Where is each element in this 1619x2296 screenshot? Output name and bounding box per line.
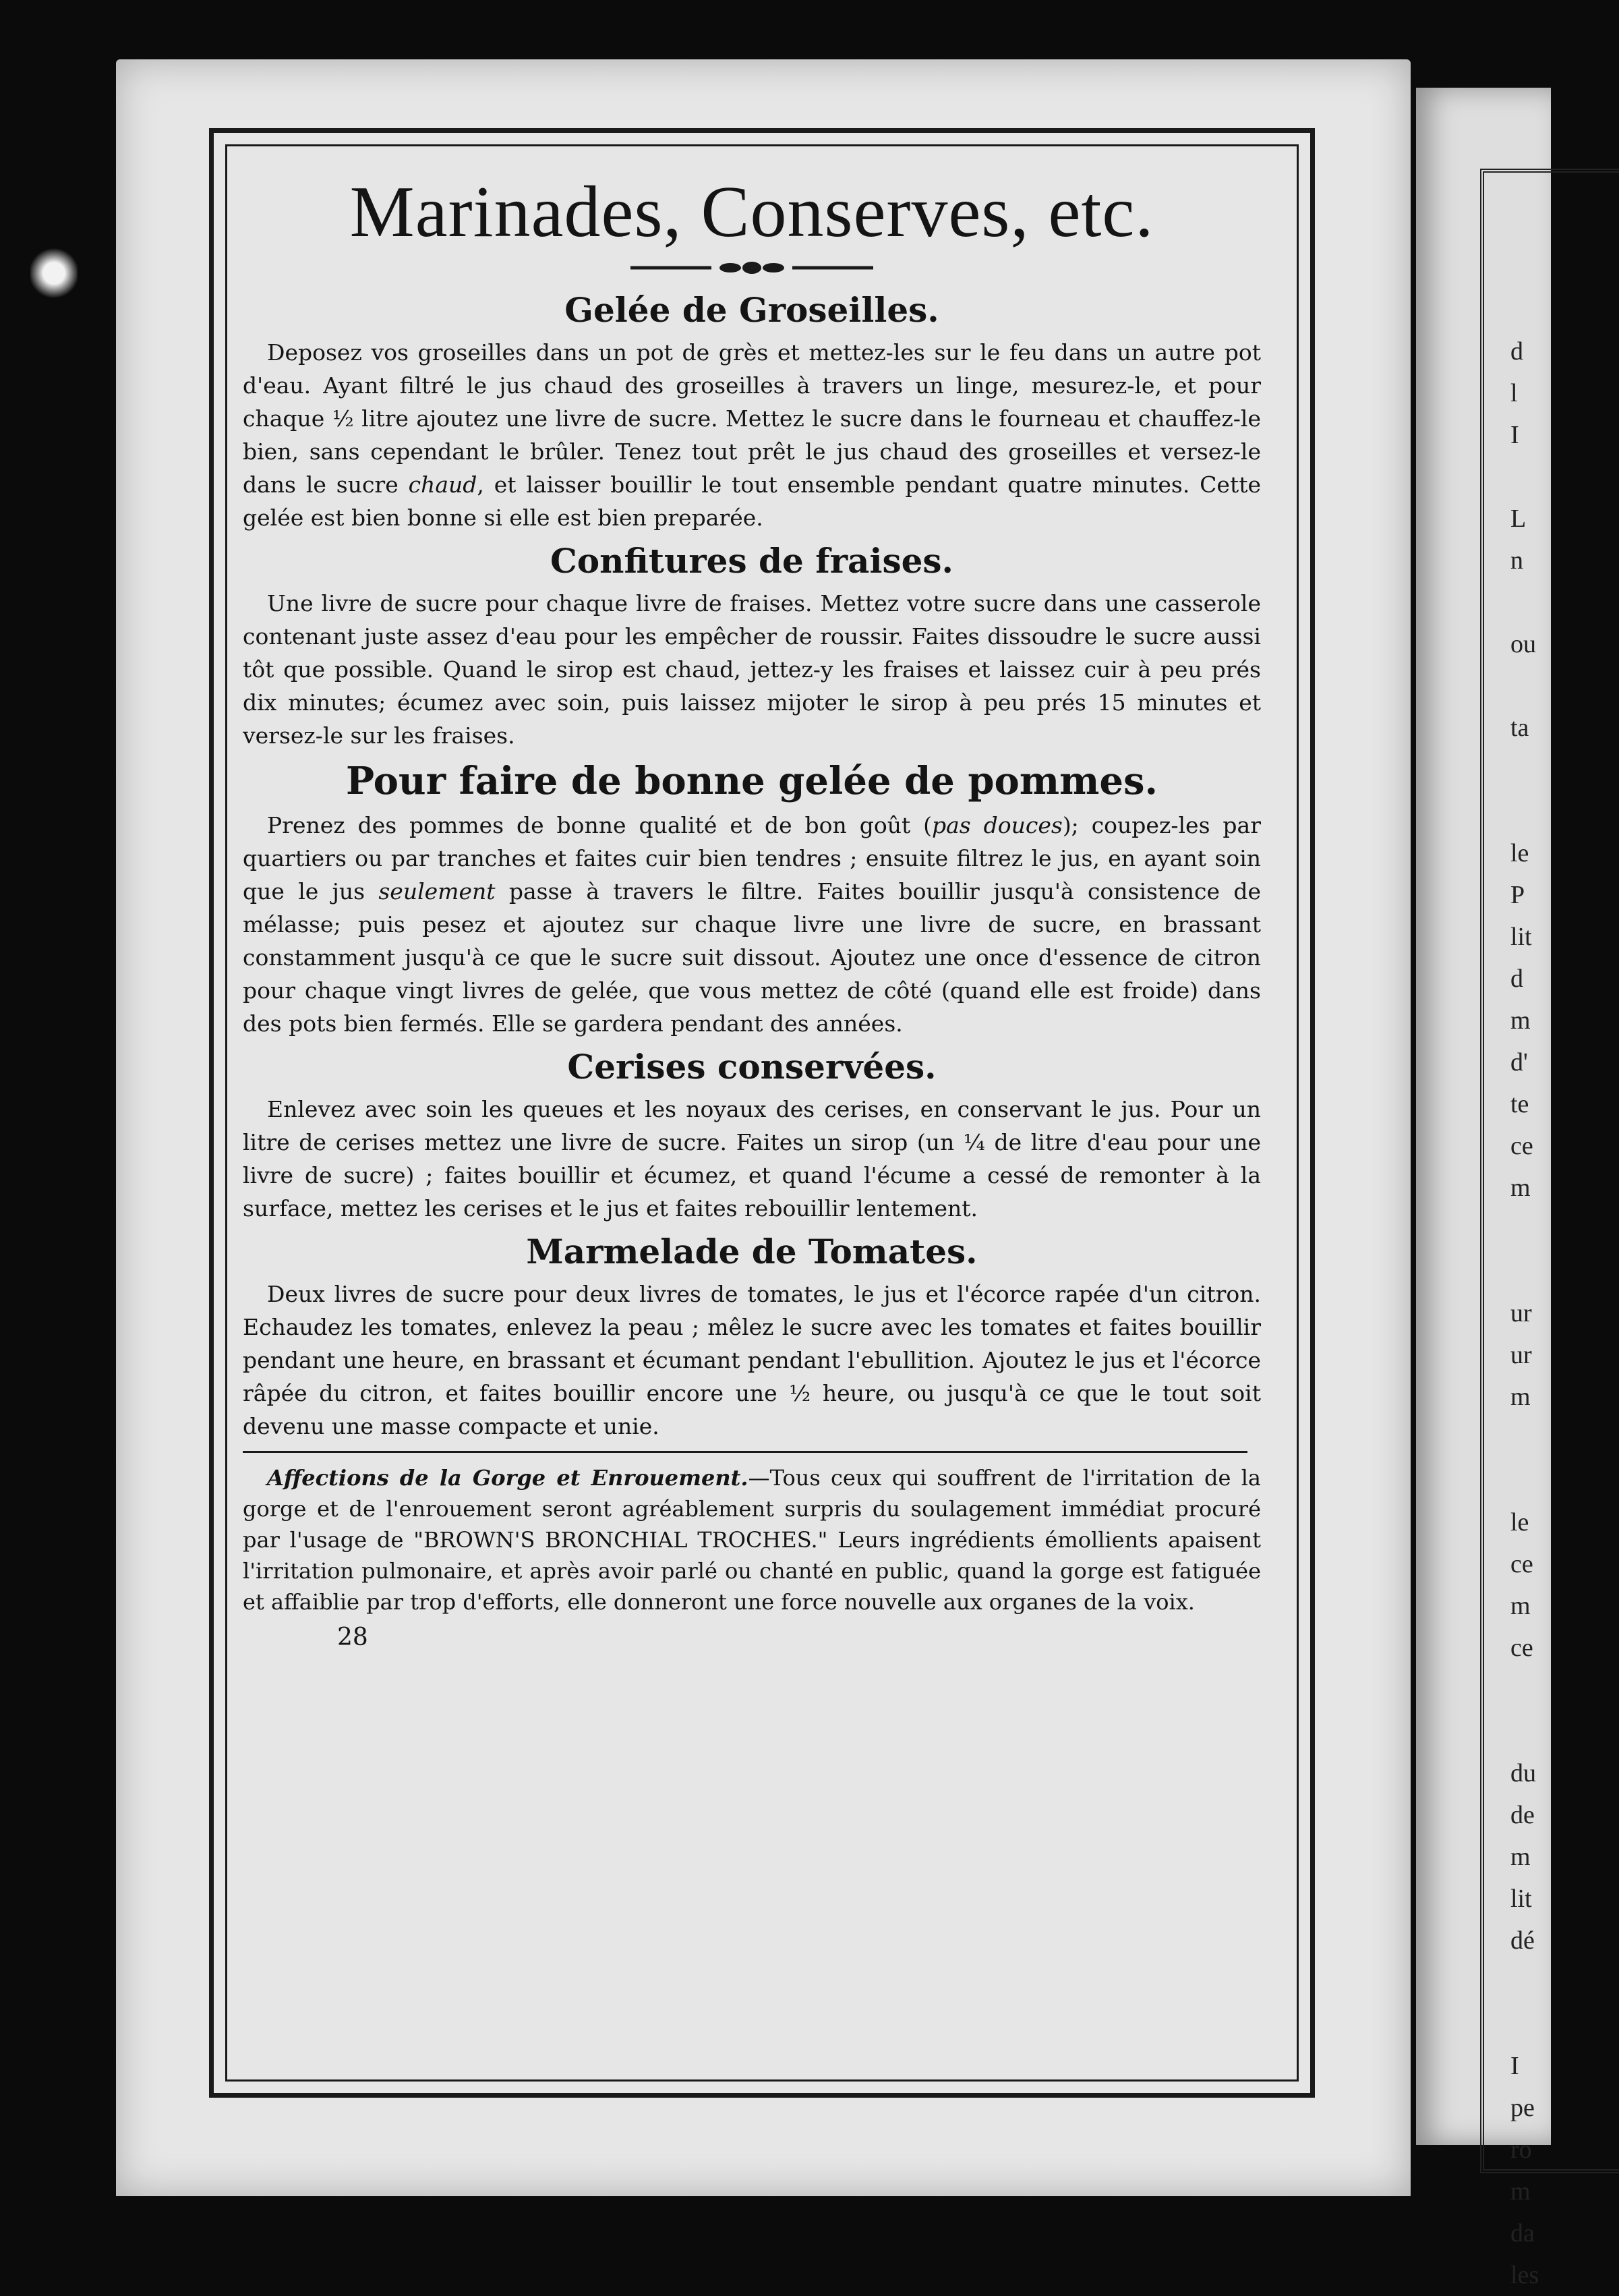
section-heading-tomates: Marmelade de Tomates. [526,1232,978,1271]
adjacent-page-glyph: ta [1510,714,1529,742]
adjacent-page-text [1510,331,1551,2296]
section-body-tomates: Deux livres de sucre pour deux livres de tomates, le jus et l'écorce rapée d'un citron. Echaudez les tomates, enlevez la peau ; mêlez le sucre avec les tomates et faites bouillir pendant une heure, en brassant et écumant pendant l'ebullition. Ajoutez le jus et l'écorce râpée du citron, et faites bouillir encore une ½ heure, ou jusqu'à ce que le tout soit devenu une masse compacte et unie. [243,1281,1261,1439]
advertisement-divider [243,1451,1247,1453]
adjacent-page-glyph: L [1510,505,1527,533]
adjacent-page-glyph [1510,456,1551,498]
adjacent-page-glyph: ce [1510,1550,1533,1578]
page-number: 28 [337,1624,368,1651]
adjacent-page-glyph [1510,791,1551,832]
adjacent-page-glyph: ce [1510,1634,1533,1662]
adjacent-page-glyph: da [1510,2219,1535,2247]
adjacent-page-glyph: m [1510,1383,1531,1411]
section-body-cerises: Enlevez avec soin les queues et les noyaux des cerises, en conservant le jus. Pour un litre de cerises mettez une livre de sucre. Faites un sirop (un ¼ de litre d'eau pour une livre de sucre) ; faites bouillir et écumez, et quand l'écume a cessé de remonter à la surface, mettez les cerises et le jus et faites rebouillir lentement. [243,1096,1261,1222]
adjacent-page-glyph: I [1510,421,1519,449]
adjacent-page-glyph: de [1510,1801,1535,1829]
adjacent-page-glyph: du [1510,1759,1536,1787]
section-heading-fraises: Confitures de fraises. [550,541,953,581]
adjacent-page [1416,88,1551,2289]
adjacent-page-glyph [1510,1251,1551,1292]
adjacent-page-glyph: m [1510,1592,1531,1620]
adjacent-page-glyph: le [1510,1508,1529,1537]
adjacent-page-glyph: ro [1510,2135,1532,2164]
adjacent-page-glyph [1510,581,1551,623]
adjacent-page-glyph: I [1510,2052,1519,2080]
adjacent-page-glyph: m [1510,2177,1531,2206]
section-heading-groseilles: Gelée de Groseilles. [564,290,939,330]
title-ornament [630,258,873,278]
section-body-pommes: Prenez des pommes de bonne qualité et de bon goût (pas douces); coupez-les par quartiers ou par tranches et faites cuir bien tendres ; ensuite filtrez le jus, en ayant soin que le jus seulement passe à travers le filtre. Faites bouillir jusqu'à consistence de mélasse; puis pesez et ajoutez sur chaque livre une livre de sucre, en brassant constamment jusqu'à ce que le sucre suit dissout. Ajoutez une once d'essence de citron pour chaque vingt livres de gelée, que vous mettez de côté (quand elle est froide) dans des pots bien fermés. Elle se gardera pendant des années. [243,812,1261,1037]
adjacent-page-glyph: le [1510,839,1529,867]
adjacent-page-glyph: ce [1510,1132,1533,1160]
adjacent-page-glyph: d [1510,965,1523,993]
adjacent-page-glyph [1510,1209,1551,1251]
adjacent-page-glyph: ou [1510,630,1536,658]
advertisement-body: —Tous ceux qui souffrent de l'irritation de la gorge et de l'enrouement seront agréablement surpris du soulagement immédiat procuré par l'usage de "BROWN'S BRONCHIAL TROCHES." Leurs ingrédients émollients apaisent l'irritation pulmonaire, et après avoir parlé ou chanté en public, quand la gorge est fatiguée et affaiblie par trop d'efforts, elle donneront une force nouvelle aux organes de la voix. [243,1465,1262,1615]
section-heading-cerises: Cerises conservées. [567,1047,937,1087]
adjacent-page-glyph: lit [1510,1885,1532,1913]
page-content [243,169,1261,1653]
adjacent-page-glyph [1510,1961,1551,2003]
adjacent-page-glyph: te [1510,1090,1529,1118]
adjacent-page-glyph [1510,1418,1551,1460]
adjacent-page-glyph [1510,2003,1551,2045]
adjacent-page-glyph: les [1510,2261,1539,2289]
adjacent-page-glyph: ur [1510,1299,1532,1327]
advertisement-title: Affections de la Gorge et Enrouement. [267,1465,748,1491]
adjacent-page-glyph: n [1510,546,1523,575]
adjacent-page-glyph [1510,1669,1551,1711]
section-heading-pommes: Pour faire de bonne gelée de pommes. [345,759,1158,803]
paper-speck [30,246,78,300]
adjacent-page-glyph: d [1510,337,1523,366]
adjacent-page-glyph: m [1510,1843,1531,1871]
page-title: Marinades, Conserves, etc. [349,172,1154,252]
adjacent-page-glyph: P [1510,881,1525,909]
adjacent-page-glyph [1510,1460,1551,1501]
adjacent-page-glyph: ur [1510,1341,1532,1369]
adjacent-page-glyph: m [1510,1006,1531,1035]
adjacent-page-glyph: l [1510,379,1518,407]
adjacent-page-glyph [1510,1711,1551,1752]
adjacent-page-glyph: d' [1510,1048,1528,1077]
section-body-groseilles: Deposez vos groseilles dans un pot de grès et mettez-les sur le feu dans un autre pot d'eau. Ayant filtré le jus chaud des groseilles à travers un linge, mesurez-le, et pour chaque ½ litre ajoutez une livre de sucre. Mettez le sucre dans le fourneau et chauffez-le bien, sans cependant le brûler. Tenez tout prêt le jus chaud des groseilles et versez-le dans le sucre chaud, et laisser bouillir le tout ensemble pendant quatre minutes. Cette gelée est bien bonne si elle est bien preparée. [243,339,1261,531]
adjacent-page-glyph: m [1510,1174,1531,1202]
adjacent-page-glyph [1510,665,1551,707]
advertisement [243,1462,1261,1617]
adjacent-page-glyph: pe [1510,2094,1535,2122]
adjacent-page-glyph: lit [1510,923,1532,951]
section-body-fraises: Une livre de sucre pour chaque livre de fraises. Mettez votre sucre dans une casserole contenant juste assez d'eau pour les empêcher de roussir. Faites dissoudre le sucre aussi tôt que possible. Quand le sirop est chaud, jettez-y les fraises et laissez cuir à peu prés dix minutes; écumez avec soin, puis laissez mijoter le sirop à peu prés 15 minutes et versez-le sur les fraises. [243,590,1261,749]
adjacent-page-glyph [1510,749,1551,791]
adjacent-page-glyph: dé [1510,1926,1535,1955]
